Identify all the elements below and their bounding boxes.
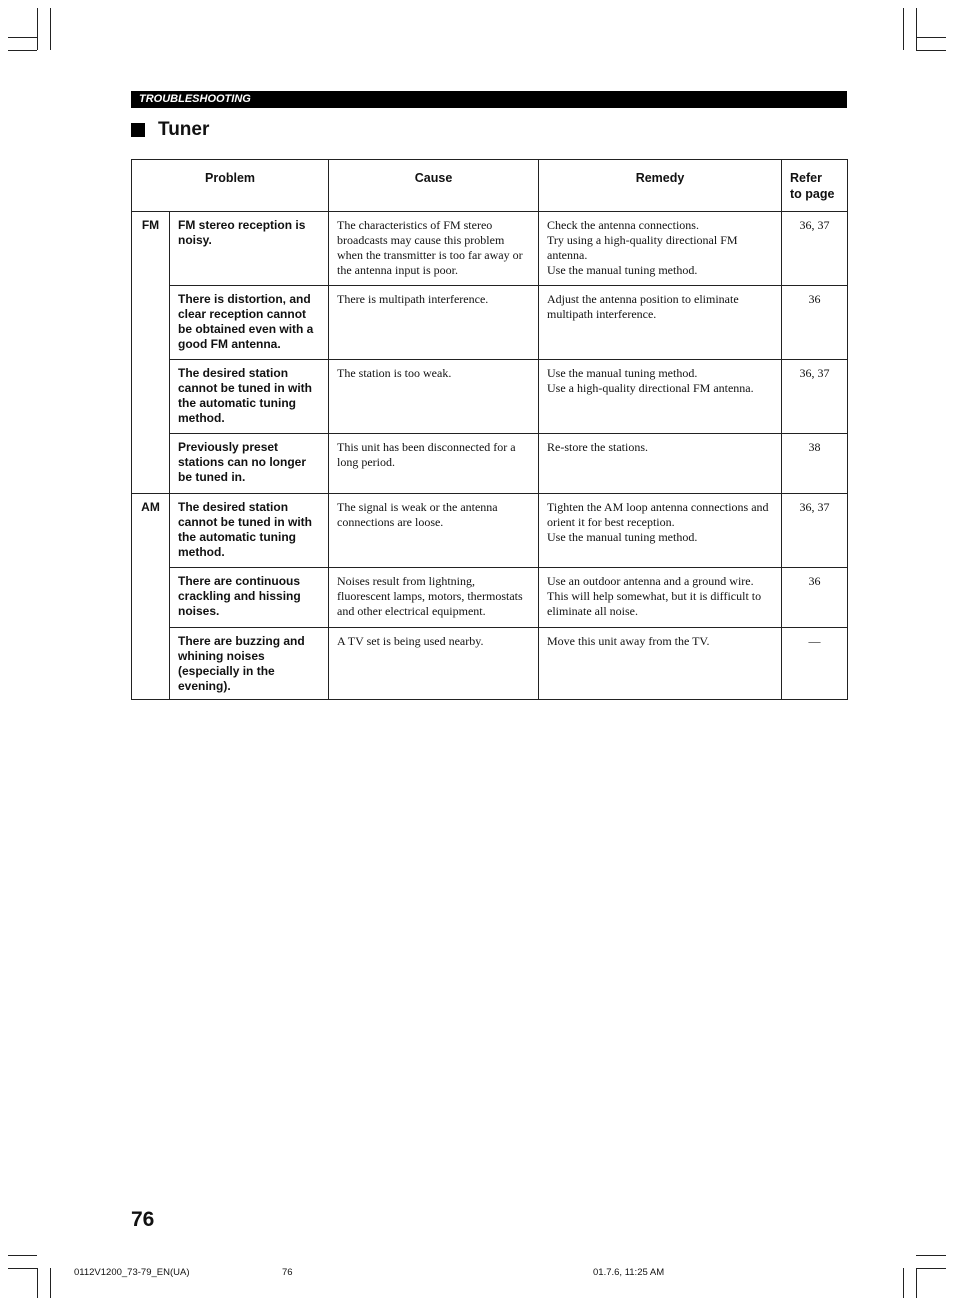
table-row <box>132 212 848 286</box>
square-bullet-icon <box>131 123 145 137</box>
header-cause: Cause <box>329 160 539 212</box>
crop-mark <box>916 1255 946 1256</box>
refer-page-cell: 36, 37 <box>782 212 848 286</box>
remedy-cell <box>539 212 782 286</box>
remedy-line: Use the manual tuning method. <box>547 263 698 277</box>
remedy-line: Check the antenna connections. <box>547 218 699 232</box>
section-label: TROUBLESHOOTING <box>131 91 847 108</box>
cause-cell: Noises result from lightning, fluorescent lamps, motors, thermostats and other electrical equipment. <box>329 568 539 628</box>
remedy-cell <box>539 286 782 360</box>
remedy-line: Use the manual tuning method. <box>547 366 698 380</box>
refer-page-cell: — <box>782 628 848 700</box>
crop-mark <box>50 1268 51 1298</box>
crop-mark <box>916 1268 917 1298</box>
refer-page-cell: 36 <box>782 568 848 628</box>
cause-cell: There is multipath interference. <box>329 286 539 360</box>
remedy-line: Adjust the antenna position to eliminate multipath interference. <box>547 292 739 321</box>
table-row <box>132 286 848 360</box>
crop-mark <box>8 37 37 38</box>
band-label-am: AM <box>132 494 170 700</box>
crop-mark <box>37 8 38 50</box>
table-row <box>132 360 848 434</box>
troubleshooting-table <box>131 159 848 700</box>
remedy-cell <box>539 568 782 628</box>
refer-page-cell: 36 <box>782 286 848 360</box>
crop-mark <box>50 8 51 50</box>
footer-file-name: 0112V1200_73-79_EN(UA) <box>74 1267 190 1278</box>
header-refer-to-page <box>782 160 848 212</box>
crop-mark <box>916 37 946 38</box>
table-row <box>132 568 848 628</box>
problem-cell: FM stereo reception is noisy. <box>170 212 329 286</box>
header-problem: Problem <box>132 160 329 212</box>
section-heading <box>131 117 209 143</box>
crop-mark <box>8 1255 37 1256</box>
crop-mark <box>916 50 946 51</box>
crop-mark <box>903 1268 904 1298</box>
remedy-line: Use the manual tuning method. <box>547 530 698 544</box>
remedy-cell <box>539 494 782 568</box>
header-refer-line: to page <box>790 187 835 201</box>
crop-mark <box>916 1268 946 1269</box>
remedy-cell <box>539 628 782 700</box>
table-header-row <box>132 160 848 212</box>
remedy-line: Use an outdoor antenna and a ground wire. This will help somewhat, but it is difficult to eliminate all noise. <box>547 574 762 618</box>
crop-mark <box>8 50 37 51</box>
cause-cell: A TV set is being used nearby. <box>329 628 539 700</box>
cause-cell: The characteristics of FM stereo broadcasts may cause this problem when the transmitter is too far away or the antenna input is poor. <box>329 212 539 286</box>
refer-page-cell: 36, 37 <box>782 360 848 434</box>
header-remedy: Remedy <box>539 160 782 212</box>
refer-page-cell: 36, 37 <box>782 494 848 568</box>
header-refer-line: Refer <box>790 171 822 185</box>
remedy-cell <box>539 360 782 434</box>
page-title: Tuner <box>158 119 210 140</box>
cause-cell: The station is too weak. <box>329 360 539 434</box>
problem-cell: The desired station cannot be tuned in with the automatic tuning method. <box>170 360 329 434</box>
remedy-line: Try using a high-quality directional FM antenna. <box>547 233 738 262</box>
remedy-line: Move this unit away from the TV. <box>547 634 710 648</box>
problem-cell: There are buzzing and whining noises (especially in the evening). <box>170 628 329 700</box>
remedy-line: Tighten the AM loop antenna connections and orient it for best reception. <box>547 500 769 529</box>
crop-mark <box>903 8 904 50</box>
table-row <box>132 494 848 568</box>
table-row <box>132 628 848 700</box>
problem-cell: There is distortion, and clear reception cannot be obtained even with a good FM antenna. <box>170 286 329 360</box>
problem-cell: There are continuous crackling and hissing noises. <box>170 568 329 628</box>
band-label-fm: FM <box>132 212 170 494</box>
page-number: 76 <box>131 1208 155 1231</box>
crop-mark <box>37 1268 38 1298</box>
cause-cell: This unit has been disconnected for a long period. <box>329 434 539 494</box>
footer-datetime: 01.7.6, 11:25 AM <box>593 1267 665 1278</box>
table-row <box>132 434 848 494</box>
problem-cell: The desired station cannot be tuned in with the automatic tuning method. <box>170 494 329 568</box>
problem-cell: Previously preset stations can no longer be tuned in. <box>170 434 329 494</box>
remedy-cell <box>539 434 782 494</box>
footer-page: 76 <box>282 1267 293 1278</box>
remedy-line: Re-store the stations. <box>547 440 648 454</box>
cause-cell: The signal is weak or the antenna connections are loose. <box>329 494 539 568</box>
refer-page-cell: 38 <box>782 434 848 494</box>
crop-mark <box>916 8 917 50</box>
crop-mark <box>8 1268 37 1269</box>
remedy-line: Use a high-quality directional FM antenna. <box>547 381 754 395</box>
